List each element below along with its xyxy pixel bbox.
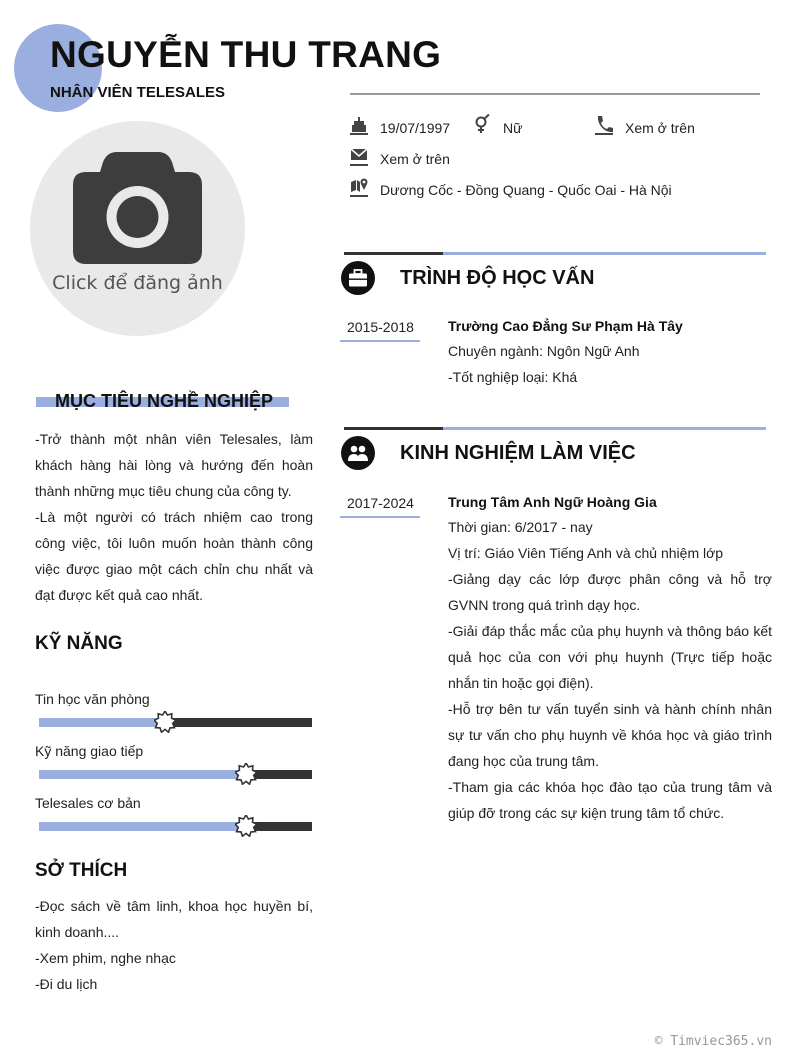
experience-title: KINH NGHIỆM LÀM VIỆC [400, 442, 636, 464]
photo-upload-label[interactable]: Click để đăng ảnh [52, 272, 223, 294]
address-text: Dương Cốc - Đồng Quang - Quốc Oai - Hà Nội [380, 182, 672, 198]
map-pin-icon [350, 177, 368, 197]
education-icon-badge [341, 261, 375, 295]
hobby-item: -Xem phim, nghe nhạc [35, 950, 176, 966]
skills-title: KỸ NĂNG [35, 633, 123, 654]
phone-icon [595, 115, 613, 135]
skill-slider-knob [235, 763, 257, 785]
skill-label: Telesales cơ bản [35, 795, 141, 811]
gender-icon [473, 114, 491, 134]
experience-company: Trung Tâm Anh Ngữ Hoàng Gia [448, 494, 657, 510]
experience-rule-accent [443, 427, 766, 430]
experience-detail-line: -Giải đáp thắc mắc của phụ huynh và thông báo kết quả học của con với phụ huynh (Trực tiếp hoặc nhắn tin hoặc gọi điện). [448, 623, 772, 691]
objective-content [35, 426, 313, 608]
education-period: 2015-2018 [347, 319, 414, 335]
skill-slider-knob [235, 815, 257, 837]
skill-bar [39, 718, 312, 727]
objective-title: MỤC TIÊU NGHỀ NGHIỆP [55, 391, 274, 411]
skill-bar-fill [39, 718, 165, 727]
objective-paragraph: -Trở thành một nhân viên Telesales, làm khách hàng hài lòng và hướng đến hoàn thành những mục tiêu chung của công ty. [35, 431, 313, 499]
education-period-underline [340, 340, 420, 342]
skill-bar-fill [39, 822, 246, 831]
hobbies-title: SỞ THÍCH [35, 860, 128, 881]
briefcase-icon [341, 261, 375, 295]
team-icon [341, 436, 375, 470]
job-title: NHÂN VIÊN TELESALES [50, 84, 226, 101]
education-detail-line: -Tốt nghiệp loại: Khá [448, 369, 578, 385]
cake-icon [350, 115, 368, 135]
education-school: Trường Cao Đẳng Sư Phạm Hà Tây [448, 318, 683, 334]
experience-detail-line: -Tham gia các khóa học đào tạo của trung tâm và giúp đỡ trong các sự kiện trung tâm tổ chức. [448, 779, 772, 821]
education-rule-dark [344, 252, 443, 255]
experience-rule-dark [344, 427, 443, 430]
email-text: Xem ở trên [380, 151, 450, 167]
experience-icon-badge [341, 436, 375, 470]
skill-bar [39, 822, 312, 831]
camera-icon [73, 152, 202, 264]
education-title: TRÌNH ĐỘ HỌC VẤN [400, 267, 595, 289]
objective-paragraph: -Là một người có trách nhiệm cao trong công việc, tôi luôn muốn hoàn thành công việc được giao một cách chỉn chu nhất và đạt được kết quả cao nhất. [35, 509, 313, 603]
skill-slider-knob [154, 711, 176, 733]
experience-details [448, 514, 772, 826]
phone-text: Xem ở trên [625, 120, 695, 136]
gender-text: Nữ [503, 120, 523, 136]
education-details [448, 338, 772, 390]
skill-label: Tin học văn phòng [35, 691, 150, 707]
experience-period: 2017-2024 [347, 495, 414, 511]
experience-detail-line: -Giảng dạy các lớp được phân công và hỗ trợ GVNN trong quá trình dạy học. [448, 571, 772, 613]
hobby-item: -Đi du lịch [35, 976, 98, 992]
experience-detail-line: Vị trí: Giáo Viên Tiếng Anh và chủ nhiệm lớp [448, 545, 724, 561]
hobby-item: -Đọc sách về tâm linh, khoa học huyền bí, kinh doanh.... [35, 898, 313, 940]
experience-detail-line: Thời gian: 6/2017 - nay [448, 519, 593, 535]
education-rule-accent [443, 252, 766, 255]
birthday-text: 19/07/1997 [380, 120, 451, 136]
envelope-icon [350, 147, 368, 167]
experience-period-underline [340, 516, 420, 518]
hobbies-content [35, 893, 313, 997]
skill-bar [39, 770, 312, 779]
header-divider [350, 93, 760, 95]
skill-bar-fill [39, 770, 246, 779]
skill-label: Kỹ năng giao tiếp [35, 743, 144, 759]
education-detail-line: Chuyên ngành: Ngôn Ngữ Anh [448, 343, 640, 359]
candidate-name: NGUYỄN THU TRANG [50, 34, 442, 75]
experience-detail-line: -Hỗ trợ bên tư vấn tuyển sinh và hành chính nhân sự tư vấn cho phụ huynh về khóa học và giáo trình đang học của trung tâm. [448, 701, 772, 769]
watermark: © Timviec365.vn [654, 1034, 772, 1049]
